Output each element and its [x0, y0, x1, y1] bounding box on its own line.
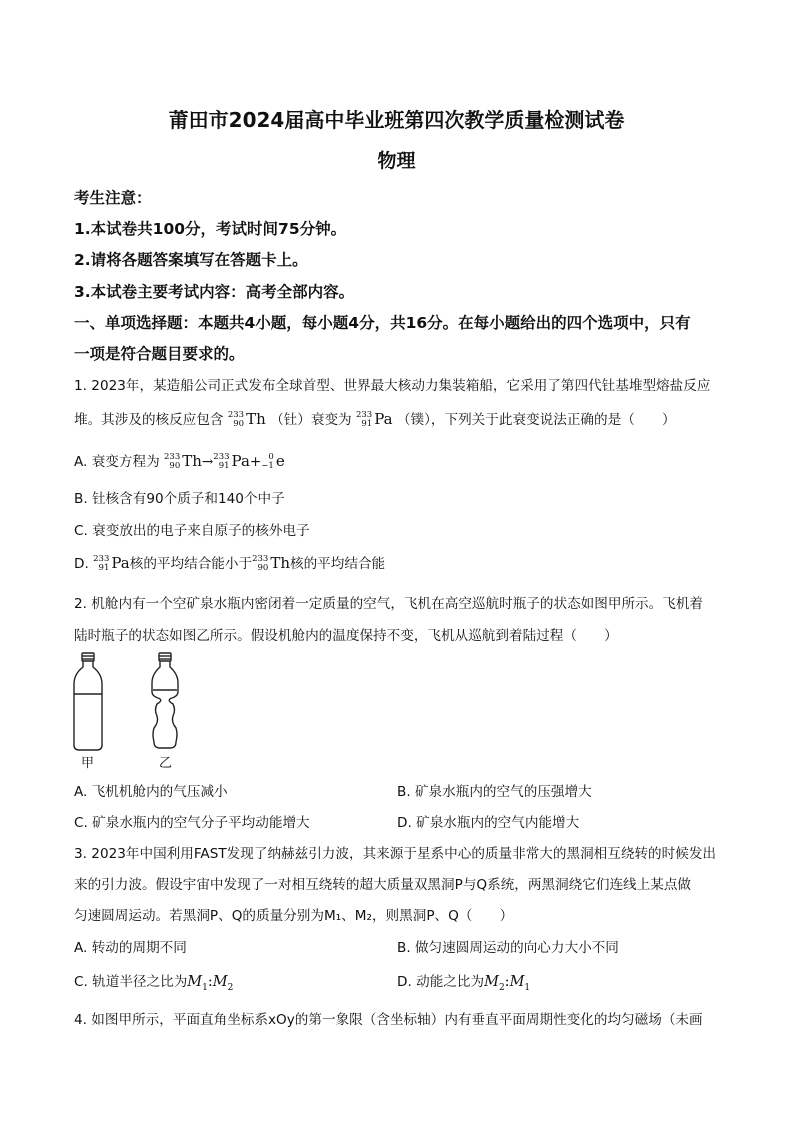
- section-heading-cont: 一项是符合题目要求的。: [74, 345, 245, 363]
- charge-number: 90: [257, 562, 269, 573]
- question-2-stem-cont: 陆时瓶子的状态如图乙所示。假设机舱内的温度保持不变，飞机从巡航到着陆过程（ ）: [74, 628, 618, 644]
- option-text: A. 衰变方程为: [74, 454, 160, 470]
- mass-number: 233: [213, 451, 230, 462]
- charge-number: 90: [169, 460, 181, 471]
- ratio-symbol: M: [187, 974, 203, 990]
- mass-number: 233: [164, 451, 181, 462]
- question-1-stem: 1. 2023年，某造船公司正式发布全球首型、世界最大核动力集装箱船，它采用了第四代钍基堆型熔盐反应: [74, 378, 711, 394]
- option-1d: [74, 552, 385, 574]
- mass-ratio: [187, 974, 234, 993]
- note-item: 2.请将各题答案填写在答题卡上。: [74, 251, 308, 269]
- stem-text: （钍）衰变为: [270, 412, 352, 428]
- charge-number: 91: [218, 460, 230, 471]
- option-2b: B. 矿泉水瓶内的空气的压强增大: [397, 784, 592, 800]
- nuclide-protactinium: [356, 410, 393, 430]
- charge-number: 90: [233, 418, 245, 429]
- mass-number: 233: [93, 553, 110, 564]
- mass-number: 233: [355, 409, 373, 420]
- exam-title: 莆田市2024届高中毕业班第四次教学质量检测试卷: [168, 108, 625, 132]
- bottle-jia: [74, 653, 102, 750]
- notes-heading: 考生注意：: [74, 189, 152, 207]
- ratio-subscript: 1: [524, 982, 531, 993]
- nuclide-thorium: [164, 452, 202, 472]
- charge-number: 91: [361, 418, 373, 429]
- ratio-subscript: 2: [227, 982, 234, 993]
- question-3-stem-cont: 来的引力波。假设宇宙中发现了一对相互绕转的超大质量双黑洞P与Q系统，两黑洞绕它们连线上某点做: [74, 877, 692, 893]
- question-3-stem: 3. 2023年中国利用FAST发现了纳赫兹引力波，其来源于星系中心的质量非常大的黑洞相互绕转的时候发出: [74, 846, 717, 862]
- element-symbol: Pa: [374, 410, 393, 428]
- element-symbol: Pa: [111, 554, 130, 572]
- option-3d: [397, 970, 530, 993]
- option-2d: D. 矿泉水瓶内的空气内能增大: [397, 815, 580, 831]
- question-3-stem-cont: 匀速圆周运动。若黑洞P、Q的质量分别为M₁、M₂，则黑洞P、Q（ ）: [74, 908, 514, 924]
- ratio-colon: :: [504, 974, 510, 990]
- option-3c: [74, 970, 233, 993]
- option-2a: A. 飞机机舱内的气压减小: [74, 784, 228, 800]
- nuclide-protactinium: [213, 452, 250, 472]
- nuclide-protactinium: [93, 554, 130, 574]
- option-text: D. 动能之比为: [397, 974, 485, 990]
- option-3b: B. 做匀速圆周运动的向心力大小不同: [397, 940, 619, 956]
- element-symbol: e: [275, 452, 285, 470]
- question-4-stem: 4. 如图甲所示，平面直角坐标系xOy的第一象限（含坐标轴）内有垂直平面周期性变化的均匀磁场（未画: [74, 1012, 703, 1028]
- option-3a: A. 转动的周期不同: [74, 940, 187, 956]
- option-1a: [74, 450, 285, 472]
- nuclide-thorium: [228, 410, 266, 430]
- charge-number: −1: [261, 460, 274, 471]
- option-text: 核的平均结合能: [289, 556, 386, 572]
- question-2-stem: 2. 机舱内有一个空矿泉水瓶内密闭着一定质量的空气，飞机在高空巡航时瓶子的状态如图甲所示。飞机着: [74, 596, 704, 612]
- ratio-symbol: M: [484, 974, 499, 990]
- ratio-symbol: M: [212, 974, 228, 990]
- stem-text: 堆。其涉及的核反应包含: [74, 412, 224, 428]
- option-2c: C. 矿泉水瓶内的空气分子平均动能增大: [74, 815, 310, 831]
- bottle-yi: [152, 653, 178, 748]
- charge-number: 91: [98, 562, 110, 573]
- mass-number: 233: [252, 553, 269, 564]
- stem-text: （镤），下列关于此衰变说法正确的是（ ）: [396, 412, 676, 428]
- bottle-label-yi: 乙: [159, 756, 173, 771]
- plus-symbol: +: [249, 454, 262, 470]
- note-item: 1.本试卷共100分，考试时间75分钟。: [74, 220, 347, 238]
- section-heading: 一、单项选择题：本题共4小题，每小题4分，共16分。在每小题给出的四个选项中，只有: [74, 314, 691, 332]
- element-symbol: Th: [270, 554, 290, 572]
- element-symbol: Th: [182, 452, 202, 470]
- note-item: 3.本试卷主要考试内容：高考全部内容。: [74, 283, 355, 301]
- bottle-label-jia: 甲: [81, 756, 95, 771]
- mass-number: 0: [268, 451, 274, 462]
- ratio-subscript: 2: [498, 982, 505, 993]
- subject-title: 物理: [377, 150, 416, 172]
- nuclide-thorium: [252, 554, 290, 574]
- element-symbol: Th: [246, 410, 266, 428]
- mass-number: 233: [227, 409, 245, 420]
- ratio-subscript: 1: [202, 982, 208, 993]
- mass-ratio: [484, 974, 531, 993]
- element-symbol: Pa: [231, 452, 250, 470]
- nuclide-electron: [261, 452, 284, 472]
- option-1c: C. 衰变放出的电子来自原子的核外电子: [74, 523, 310, 539]
- option-text: D.: [74, 556, 89, 572]
- arrow-symbol: →: [201, 454, 214, 470]
- question-1-stem-cont: [74, 408, 676, 430]
- option-text: 核的平均结合能小于: [129, 556, 253, 572]
- option-1b: B. 钍核含有90个质子和140个中子: [74, 491, 285, 507]
- ratio-symbol: M: [509, 974, 525, 990]
- option-text: C. 轨道半径之比为: [74, 974, 188, 990]
- ratio-colon: :: [207, 974, 213, 990]
